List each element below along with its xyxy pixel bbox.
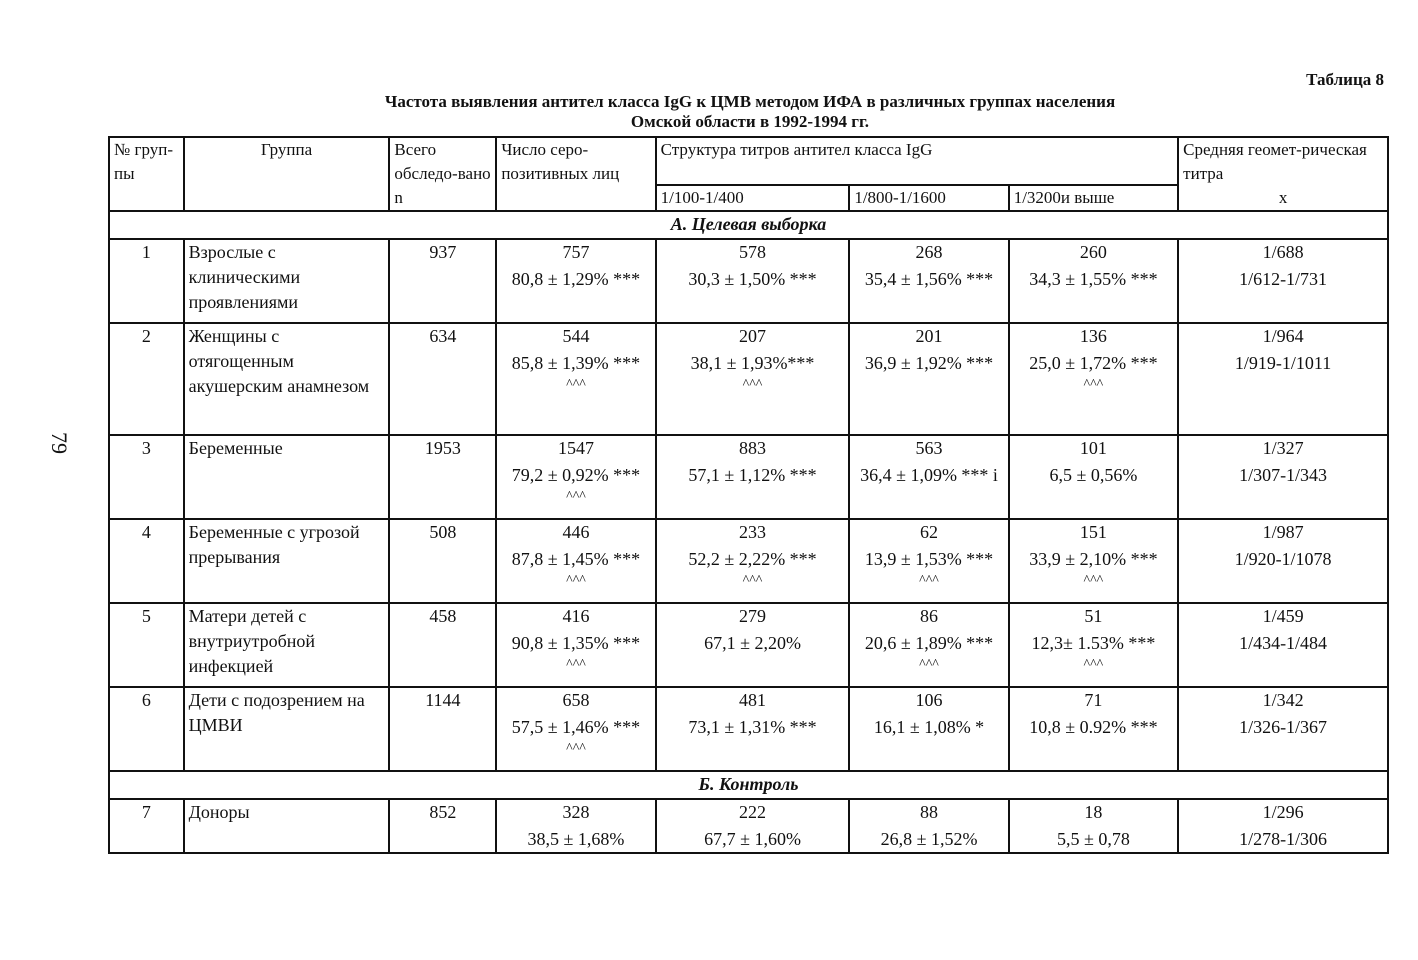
cell-t2 xyxy=(849,435,1008,519)
cell-mean-interval: 1/307-1/343 xyxy=(1239,465,1328,485)
cell-t3 xyxy=(1009,239,1178,323)
header-sero: Число серо-позитивных лиц xyxy=(496,137,655,211)
cell-sero-marks: ^^^ xyxy=(566,489,586,504)
cell-t1-percent: 38,1 ± 1,93%*** xyxy=(690,353,815,373)
cell-t3-marks: ^^^ xyxy=(1083,657,1104,672)
cell-t3-count: 71 xyxy=(1084,690,1103,710)
cell-t1-percent: 52,2 ± 2,22% *** xyxy=(688,549,817,569)
cell-t2-count: 268 xyxy=(915,242,943,262)
cell-t3-percent: 12,3± 1.53% *** xyxy=(1031,633,1156,653)
cell-t1-marks: ^^^ xyxy=(742,573,763,588)
cell-mean xyxy=(1178,239,1388,323)
cell-t1-count: 578 xyxy=(739,242,766,262)
cell-mean xyxy=(1178,603,1388,687)
cell-t1 xyxy=(656,799,850,853)
cell-sero-percent: 80,8 ± 1,29% *** xyxy=(511,269,641,289)
cell-t2-percent: 20,6 ± 1,89% *** xyxy=(864,633,994,653)
cell-t1 xyxy=(656,603,850,687)
cell-num: 4 xyxy=(109,519,184,603)
cell-sero-count: 544 xyxy=(562,326,590,346)
cell-sero xyxy=(496,799,655,853)
cell-t3 xyxy=(1009,687,1178,771)
cell-t2 xyxy=(849,519,1008,603)
cell-sero-percent: 79,2 ± 0,92% *** xyxy=(511,465,641,485)
cell-t1 xyxy=(656,435,850,519)
header-mean-x: х xyxy=(1278,188,1288,207)
cell-num: 3 xyxy=(109,435,184,519)
cell-t3 xyxy=(1009,323,1178,435)
cell-sero-count: 1547 xyxy=(557,438,594,458)
cell-mean-value: 1/342 xyxy=(1262,690,1304,710)
table-row xyxy=(109,323,1388,435)
cell-group: Дети с подозрением на ЦМВИ xyxy=(184,687,390,771)
cell-total: 937 xyxy=(389,239,496,323)
cell-t3-marks: ^^^ xyxy=(1083,573,1104,588)
cell-mean-value: 1/688 xyxy=(1262,242,1304,262)
header-total: Всего обследо-вано n xyxy=(389,137,496,211)
cell-t1-count: 233 xyxy=(739,522,766,542)
cell-mean-interval: 1/920-1/1078 xyxy=(1234,549,1332,569)
cell-total: 1144 xyxy=(389,687,496,771)
table-title xyxy=(200,92,1300,132)
cell-t3-percent: 5,5 ± 0,78 xyxy=(1056,829,1130,849)
cell-t2 xyxy=(849,799,1008,853)
table-label: Таблица 8 xyxy=(1306,70,1384,89)
cell-sero xyxy=(496,435,655,519)
cell-t3-percent: 6,5 ± 0,56% xyxy=(1049,465,1138,485)
cell-t3 xyxy=(1009,435,1178,519)
cell-t3-count: 101 xyxy=(1079,438,1107,458)
cell-mean xyxy=(1178,799,1388,853)
section-title-a: А. Целевая выборка xyxy=(109,211,1388,239)
cell-t2-percent: 35,4 ± 1,56% *** xyxy=(864,269,994,289)
cell-total: 458 xyxy=(389,603,496,687)
cell-t3-percent: 10,8 ± 0.92% *** xyxy=(1029,717,1158,737)
cell-t3-percent: 25,0 ± 1,72% *** xyxy=(1029,353,1158,373)
page-number: 79 xyxy=(47,432,72,454)
cell-sero-percent: 57,5 ± 1,46% *** xyxy=(511,717,641,737)
cell-sero xyxy=(496,239,655,323)
cell-t3-percent: 33,9 ± 2,10% *** xyxy=(1029,549,1158,569)
cell-sero-count: 328 xyxy=(562,802,590,822)
cell-t2 xyxy=(849,603,1008,687)
cell-sero-marks: ^^^ xyxy=(566,657,586,672)
cell-mean-interval: 1/326-1/367 xyxy=(1239,717,1328,737)
cell-t1-count: 481 xyxy=(739,690,766,710)
cell-t1-count: 883 xyxy=(739,438,766,458)
cell-t3-count: 260 xyxy=(1079,242,1107,262)
cell-t3 xyxy=(1009,799,1178,853)
cell-group: Женщины с отягощенным акушерским анамнезом xyxy=(184,323,390,435)
cell-t2 xyxy=(849,239,1008,323)
cell-t2-marks: ^^^ xyxy=(919,657,939,672)
cell-t1-percent: 30,3 ± 1,50% *** xyxy=(688,269,817,289)
section-b-body xyxy=(109,771,1388,853)
cell-group: Беременные xyxy=(184,435,390,519)
cell-sero-count: 416 xyxy=(562,606,590,626)
cell-t2-percent: 16,1 ± 1,08% * xyxy=(873,717,985,737)
header-mean-label: Средняя геомет-рическая титра xyxy=(1183,140,1367,183)
cell-sero-marks: ^^^ xyxy=(566,573,586,588)
cell-mean-interval: 1/278-1/306 xyxy=(1239,829,1328,849)
cell-mean xyxy=(1178,519,1388,603)
cell-t2 xyxy=(849,687,1008,771)
table-row xyxy=(109,435,1388,519)
cell-mean-interval: 1/434-1/484 xyxy=(1239,633,1328,653)
table-row xyxy=(109,519,1388,603)
cell-t1-count: 222 xyxy=(739,802,766,822)
cell-group: Беременные с угрозой прерывания xyxy=(184,519,390,603)
table-row xyxy=(109,603,1388,687)
cell-t2-count: 86 xyxy=(920,606,938,626)
cell-total: 508 xyxy=(389,519,496,603)
header-mean xyxy=(1178,137,1388,211)
cell-mean-value: 1/987 xyxy=(1262,522,1304,542)
cell-sero-percent: 90,8 ± 1,35% *** xyxy=(511,633,641,653)
table-row xyxy=(109,799,1388,853)
cell-mean-interval: 1/612-1/731 xyxy=(1239,269,1328,289)
cell-t1-percent: 67,7 ± 1,60% xyxy=(704,829,801,849)
cell-t3-count: 151 xyxy=(1079,522,1107,542)
cell-t3-marks: ^^^ xyxy=(1083,377,1104,392)
cell-num: 1 xyxy=(109,239,184,323)
cell-sero-count: 446 xyxy=(562,522,590,542)
cell-t2-count: 563 xyxy=(915,438,943,458)
cell-t1 xyxy=(656,323,850,435)
cell-t2-percent: 36,4 ± 1,09% *** i xyxy=(860,465,998,485)
cell-sero xyxy=(496,519,655,603)
cell-mean xyxy=(1178,687,1388,771)
cell-t1 xyxy=(656,239,850,323)
cell-t1-percent: 57,1 ± 1,12% *** xyxy=(688,465,817,485)
title-line-2: Омской области в 1992-1994 гг. xyxy=(630,112,870,131)
cell-num: 7 xyxy=(109,799,184,853)
cell-t1-percent: 73,1 ± 1,31% *** xyxy=(688,717,817,737)
cell-total: 1953 xyxy=(389,435,496,519)
cell-t3-percent: 34,3 ± 1,55% *** xyxy=(1029,269,1158,289)
cell-mean-interval: 1/919-1/1011 xyxy=(1234,353,1332,373)
cell-group: Доноры xyxy=(184,799,390,853)
cell-t2 xyxy=(849,323,1008,435)
cell-num: 5 xyxy=(109,603,184,687)
cell-mean-value: 1/296 xyxy=(1262,802,1304,822)
cell-sero xyxy=(496,603,655,687)
header-structure: Структура титров антител класса IgG xyxy=(656,137,1178,185)
cell-t2-count: 201 xyxy=(915,326,943,346)
cell-num: 2 xyxy=(109,323,184,435)
header-titer-1: 1/100-1/400 xyxy=(656,185,850,211)
cell-group: Матери детей с внутриутробной инфекцией xyxy=(184,603,390,687)
section-title-b: Б. Контроль xyxy=(109,771,1388,799)
cell-t1 xyxy=(656,687,850,771)
cell-num: 6 xyxy=(109,687,184,771)
cell-t1-count: 207 xyxy=(739,326,766,346)
cell-t3-count: 51 xyxy=(1084,606,1103,626)
cell-sero-count: 658 xyxy=(562,690,590,710)
cell-t2-marks: ^^^ xyxy=(919,573,939,588)
cell-sero-marks: ^^^ xyxy=(566,377,586,392)
cell-sero-marks: ^^^ xyxy=(566,741,586,756)
cell-sero-percent: 87,8 ± 1,45% *** xyxy=(511,549,641,569)
table-row xyxy=(109,239,1388,323)
cell-t3-count: 136 xyxy=(1079,326,1107,346)
cell-t3-count: 18 xyxy=(1084,802,1103,822)
cell-t1-count: 279 xyxy=(739,606,766,626)
cell-t2-count: 62 xyxy=(920,522,938,542)
cell-mean-value: 1/459 xyxy=(1262,606,1304,626)
cell-sero-percent: 85,8 ± 1,39% *** xyxy=(511,353,641,373)
cell-t1 xyxy=(656,519,850,603)
section-a-body xyxy=(109,211,1388,771)
cell-t2-percent: 26,8 ± 1,52% xyxy=(880,829,978,849)
table-header xyxy=(109,137,1388,211)
cell-total: 634 xyxy=(389,323,496,435)
cell-sero xyxy=(496,323,655,435)
cell-t2-percent: 36,9 ± 1,92% *** xyxy=(864,353,994,373)
cell-t3 xyxy=(1009,603,1178,687)
cell-sero-count: 757 xyxy=(562,242,590,262)
header-titer-3: 1/3200и выше xyxy=(1009,185,1178,211)
cell-t3 xyxy=(1009,519,1178,603)
cell-total: 852 xyxy=(389,799,496,853)
header-num: № груп-пы xyxy=(109,137,184,211)
cell-t2-count: 106 xyxy=(915,690,943,710)
cell-mean xyxy=(1178,435,1388,519)
cell-t1-percent: 67,1 ± 2,20% xyxy=(704,633,801,653)
header-group: Группа xyxy=(184,137,390,211)
cell-t2-percent: 13,9 ± 1,53% *** xyxy=(864,549,994,569)
title-line-1: Частота выявления антител класса IgG к ЦМВ методом ИФА в различных группах населения xyxy=(384,92,1116,111)
cell-t1-marks: ^^^ xyxy=(742,377,763,392)
cell-mean-value: 1/964 xyxy=(1262,326,1304,346)
table-row xyxy=(109,687,1388,771)
cell-sero xyxy=(496,687,655,771)
header-titer-2: 1/800-1/1600 xyxy=(849,185,1008,211)
cell-mean xyxy=(1178,323,1388,435)
cell-sero-percent: 38,5 ± 1,68% xyxy=(527,829,625,849)
cell-mean-value: 1/327 xyxy=(1262,438,1304,458)
cell-t2-count: 88 xyxy=(920,802,938,822)
data-table xyxy=(108,136,1389,854)
cell-group: Взрослые с клиническими проявлениями xyxy=(184,239,390,323)
